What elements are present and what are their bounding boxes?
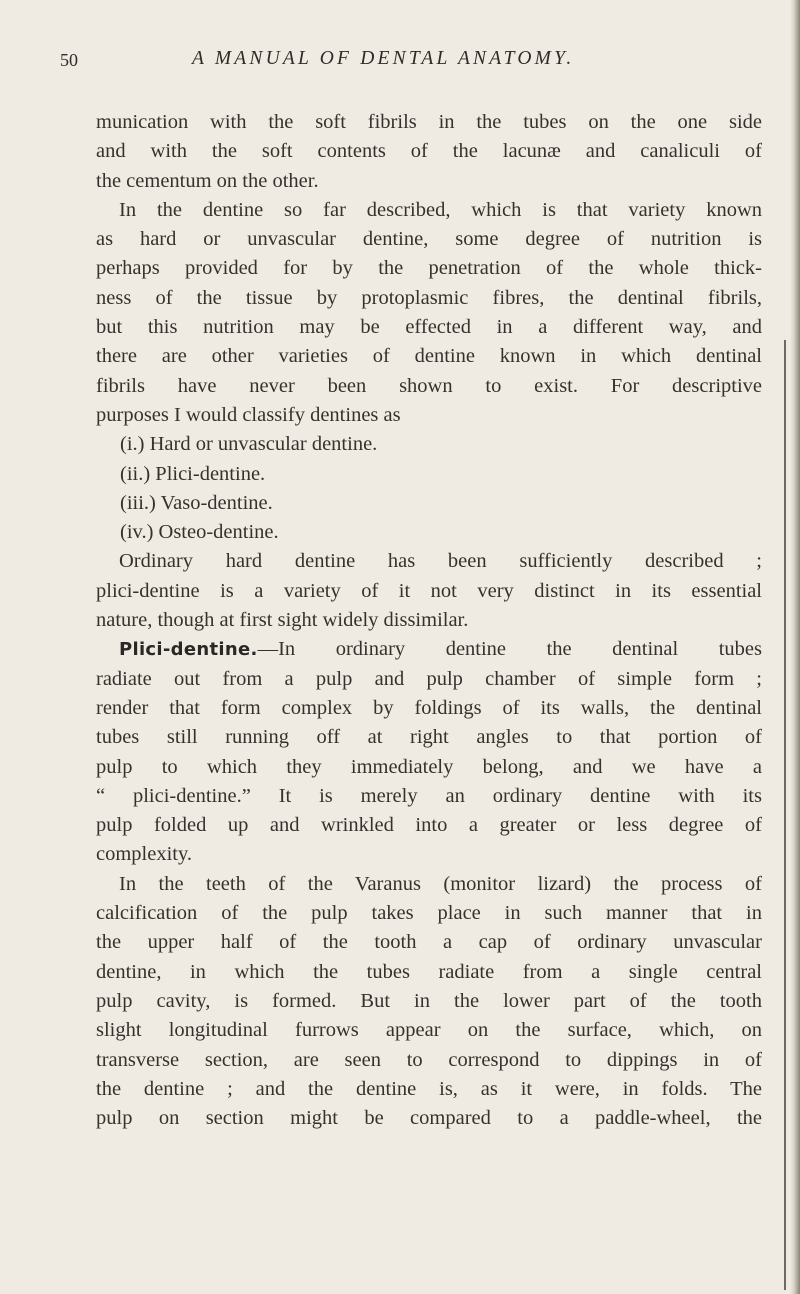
page-binding-edge: [790, 0, 800, 1294]
text-line: and with the soft contents of the lacunæ and canaliculi of: [96, 140, 762, 163]
text-line: plici-dentine is a variety of it not very distinct in its essential: [96, 579, 762, 602]
text-line: nature, though at first sight widely dissimilar.: [96, 609, 469, 632]
text-line: pulp cavity, is formed. But in the lower part of the tooth: [96, 989, 762, 1012]
text-line: complexity.: [96, 843, 193, 866]
text-line: Ordinary hard dentine has been sufficiently described ;: [119, 550, 762, 573]
text-line: the cementum on the other.: [96, 169, 319, 192]
text-line: calcification of the pulp takes place in such manner that in: [96, 902, 762, 925]
text-line: fibrils have never been shown to exist. For descriptive: [96, 374, 762, 397]
text-line: the upper half of the tooth a cap of ordinary unvascular: [96, 931, 762, 954]
list-item: (i.) Hard or unvascular dentine.: [120, 433, 378, 456]
page-number: 50: [60, 50, 78, 70]
text-line: slight longitudinal furrows appear on the surface, which, on: [96, 1019, 762, 1042]
list-item: (iii.) Vaso-dentine.: [120, 491, 273, 514]
section-heading-line: [96, 635, 762, 664]
text-line: munication with the soft fibrils in the tubes on the one side: [96, 111, 762, 133]
text-line: purposes I would classify dentines as: [96, 403, 401, 426]
list-item: (ii.) Plici-dentine.: [120, 462, 266, 485]
list-item: (iv.) Osteo-dentine.: [120, 521, 279, 544]
page-header: [60, 46, 750, 80]
text-line: “ plici-dentine.” It is merely an ordinary dentine with its: [96, 784, 762, 807]
text-line: transverse section, are seen to correspond to dippings in of: [96, 1048, 762, 1071]
text-line: the dentine ; and the dentine is, as it were, in folds. The: [96, 1077, 762, 1100]
section-heading: Plici-dentine.: [119, 639, 258, 661]
text-line: tubes still running off at right angles to that portion of: [96, 726, 762, 749]
text-line: perhaps provided for by the penetration of the whole thick-: [96, 257, 762, 280]
running-head: A MANUAL OF DENTAL ANATOMY.: [192, 48, 575, 69]
text-line: there are other varieties of dentine known in which dentinal: [96, 345, 762, 368]
text-run: —In ordinary dentine the dentinal tubes: [257, 638, 762, 661]
text-line: pulp folded up and wrinkled into a greater or less degree of: [96, 814, 762, 837]
text-line: pulp to which they immediately belong, and we have a: [96, 755, 762, 778]
text-line: render that form complex by foldings of its walls, the dentinal: [96, 696, 762, 719]
text-line: In the teeth of the Varanus (monitor lizard) the process of: [119, 872, 762, 895]
text-line: radiate out from a pulp and pulp chamber of simple form ;: [96, 667, 762, 690]
text-line: as hard or unvascular dentine, some degree of nutrition is: [96, 228, 762, 251]
text-line: In the dentine so far described, which is that variety known: [119, 198, 762, 221]
text-line: ness of the tissue by protoplasmic fibres, the dentinal fibrils,: [96, 286, 762, 309]
text-line: dentine, in which the tubes radiate from a single central: [96, 960, 762, 983]
body-text: [96, 108, 762, 1133]
text-line: pulp on section might be compared to a paddle-wheel, the: [96, 1107, 762, 1130]
text-line: but this nutrition may be effected in a different way, and: [96, 316, 762, 339]
binding-shadow-line: [784, 340, 786, 1290]
